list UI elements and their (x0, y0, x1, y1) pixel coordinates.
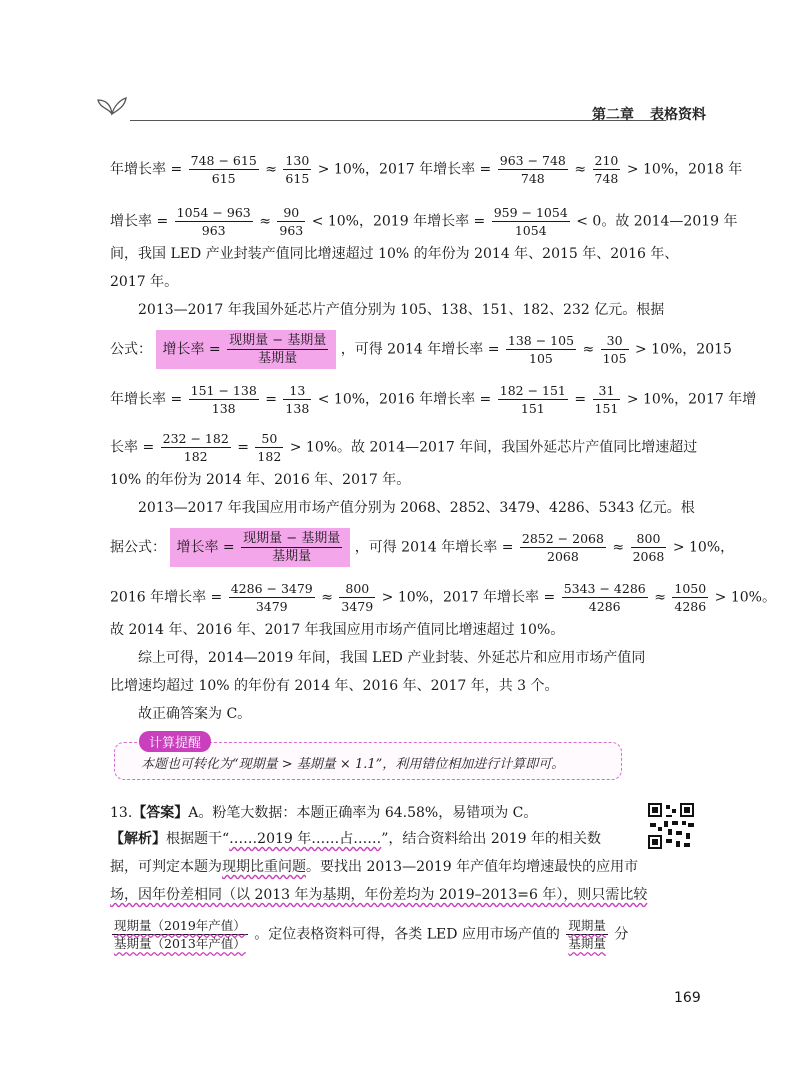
text-line: 10% 的年份为 2014 年、2016 年、2017 年。 (110, 472, 411, 488)
qr-code-icon[interactable] (648, 803, 694, 849)
text-line: 公式： 增长率 = $\frac{\text{现期量 − 基期量}}{\text{基期量}}$ ，可得 2014 年增长率 = $\frac{138 - 105}{105}$ ≈ $\frac{30}{105}$ > 10%，2015 (110, 330, 732, 369)
analysis-line: 据，可判定本题为现期比重问题。要找出 2013—2019 年产值年均增速最快的应用市 (110, 859, 639, 875)
page-header (96, 92, 706, 132)
answer-line: 13.【答案】A。粉笔大数据：本题正确率为 64.58%，易错项为 C。 (110, 805, 538, 821)
formula-highlight: 增长率 = $\frac{\text{现期量 − 基期量}}{\text{基期量}}$ (170, 528, 350, 567)
calculation-tip-box (114, 736, 622, 780)
analysis-line: 【解析】根据题干“……2019 年……占……”，结合资料给出 2019 年的相关数 (110, 831, 601, 847)
tip-tag: 计算提醒 (139, 731, 211, 752)
text-line: 2013—2017 年我国外延芯片产值分别为 105、138、151、182、232 亿元。根据 (138, 302, 665, 318)
text-line: 综上可得，2014—2019 年间，我国 LED 产业封装、外延芯片和应用市场产值同 (138, 650, 646, 666)
header-rule (130, 120, 666, 121)
text-line: 年增长率 = $\frac{748 - 615}{615}$ ≈ $\frac{130}{615}$ > 10%，2017 年增长率 = $\frac{963 - 748}{748}$ ≈ $\frac{210}{748}$ > 10%，2018 年 (110, 153, 743, 186)
text-line: 据公式： 增长率 = $\frac{\text{现期量 − 基期量}}{\text{基期量}}$ ，可得 2014 年增长率 = $\frac{2852 - 2068}{2068}$ ≈ $\frac{800}{2068}$ > 10%， (110, 528, 734, 567)
text-line: 故正确答案为 C。 (138, 706, 252, 722)
page-number: 169 (674, 990, 701, 1006)
text-line: 故 2014 年、2016 年、2017 年我国应用市场产值同比增速超过 10%。 (110, 622, 565, 638)
text-line: 2013—2017 年我国应用市场产值分别为 2068、2852、3479、4286、5343 亿元。根 (138, 500, 695, 516)
chapter-title: 第二章 表格资料 (592, 107, 706, 123)
text-line: 年增长率 = $\frac{151 - 138}{138}$ = $\frac{13}{138}$ < 10%，2016 年增长率 = $\frac{182 - 151}{151}$ = $\frac{31}{151}$ > 10%，2017 年增 (110, 383, 757, 416)
leaf-icon (96, 94, 128, 116)
text-line: 长率 = $\frac{232 - 182}{182}$ = $\frac{50}{182}$ > 10%。故 2014—2017 年间，我国外延芯片产值同比增速超过 (110, 431, 698, 464)
analysis-line: 场，因年份差相同（以 2013 年为基期，年份差均为 2019–2013=6 年），则只需比较 (110, 887, 648, 903)
analysis-line: $\frac{\text{现期量（2019年产值）}}{\text{基期量（2013年产值）}}$ 。定位表格资料可得，各类 LED 应用市场产值的 $\frac{\text{现期量}}{\text{基期量}}$ 分 (114, 918, 629, 951)
text-line: 间，我国 LED 产业封装产值同比增速超过 10% 的年份为 2014 年、2015 年、2016 年、 (110, 246, 679, 262)
text-line: 增长率 = $\frac{1054 - 963}{963}$ ≈ $\frac{90}{963}$ < 10%，2019 年增长率 = $\frac{959 - 1054}{1054}$ < 0。故 2014—2019 年 (110, 205, 738, 238)
text-line: 比增速均超过 10% 的年份有 2014 年、2016 年、2017 年，共 3 个。 (110, 678, 559, 694)
text-line: 2017 年。 (110, 274, 179, 290)
text-line: 2016 年增长率 = $\frac{4286 - 3479}{3479}$ ≈ $\frac{800}{3479}$ > 10%，2017 年增长率 = $\frac{5343 - 4286}{4286}$ ≈ $\frac{1050}{4286}$ > 10%。 (110, 581, 776, 614)
formula-highlight: 增长率 = $\frac{\text{现期量 − 基期量}}{\text{基期量}}$ (156, 330, 336, 369)
tip-text: 本题也可转化为“现期量 > 基期量 × 1.1”，利用错位相加进行计算即可。 (141, 757, 565, 772)
